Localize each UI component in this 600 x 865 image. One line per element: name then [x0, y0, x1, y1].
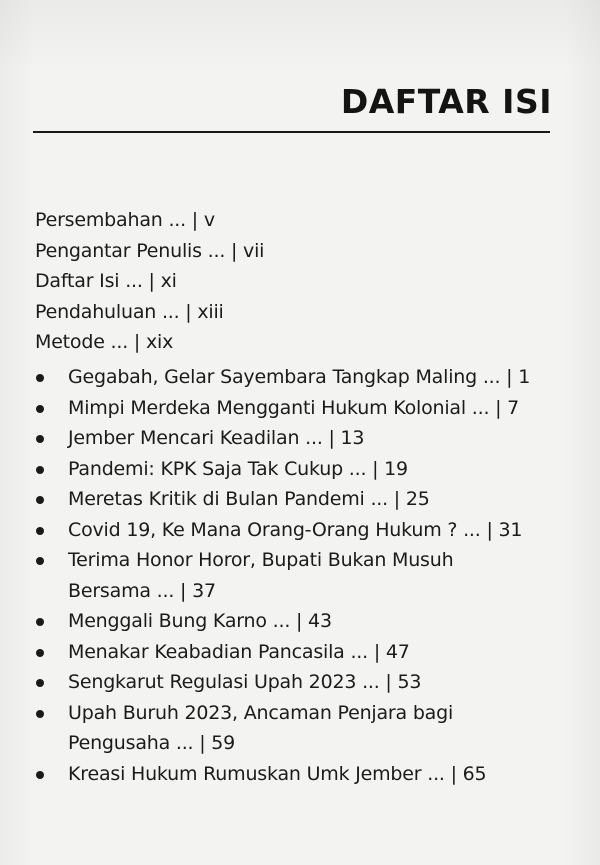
chapter-title: Meretas Kritik di Bulan Pandemi ... | 25	[68, 488, 430, 510]
bullet-icon	[36, 435, 44, 443]
front-matter-list	[35, 205, 264, 358]
front-matter-item: Metode ... | xix	[35, 331, 174, 353]
page-title: DAFTAR ISI	[340, 82, 552, 121]
chapter-title: Jember Mencari Keadilan ... | 13	[68, 427, 365, 449]
chapter-item	[35, 667, 555, 698]
bullet-icon	[36, 771, 44, 779]
bullet-icon	[36, 527, 44, 535]
chapter-item	[35, 545, 555, 606]
chapter-title: Menakar Keabadian Pancasila ... | 47	[68, 640, 410, 663]
chapter-item	[35, 515, 555, 546]
chapter-item	[35, 484, 555, 515]
chapter-title-continuation: Bersama ... | 37	[68, 579, 216, 602]
bullet-icon	[36, 557, 44, 565]
chapter-title: Gegabah, Gelar Sayembara Tangkap Maling ... | 1	[68, 366, 531, 388]
chapter-title: Sengkarut Regulasi Upah 2023 ... | 53	[68, 671, 422, 693]
chapter-item	[35, 606, 555, 637]
bullet-icon	[36, 618, 44, 626]
bullet-icon	[36, 374, 44, 382]
chapter-title: Menggali Bung Karno ... | 43	[68, 610, 332, 632]
chapter-title: Mimpi Merdeka Mengganti Hukum Kolonial ... | 7	[68, 396, 520, 419]
chapter-item	[35, 637, 555, 668]
bullet-icon	[36, 679, 44, 687]
bullet-icon	[36, 405, 44, 413]
front-matter-item: Pendahuluan ... | xiii	[35, 300, 224, 323]
chapter-title: Kreasi Hukum Rumuskan Umk Jember ... | 65	[68, 762, 487, 785]
chapter-item	[35, 698, 555, 759]
front-matter-item: Daftar Isi ... | xi	[35, 270, 177, 292]
chapter-item	[35, 393, 555, 424]
chapter-title: Pandemi: KPK Saja Tak Cukup ... | 19	[68, 457, 408, 480]
chapter-item	[35, 423, 555, 454]
bullet-icon	[36, 496, 44, 504]
chapter-title: Upah Buruh 2023, Ancaman Penjara bagi	[68, 701, 454, 724]
chapter-item	[35, 362, 555, 393]
bullet-icon	[36, 710, 44, 718]
bullet-icon	[36, 649, 44, 657]
chapter-list	[35, 362, 555, 789]
chapter-title: Covid 19, Ke Mana Orang-Orang Hukum ? ... | 31	[68, 518, 523, 541]
bullet-icon	[36, 466, 44, 474]
chapter-title-continuation: Pengusaha ... | 59	[68, 732, 236, 754]
front-matter-item: Pengantar Penulis ... | vii	[35, 239, 265, 262]
chapter-title: Terima Honor Horor, Bupati Bukan Musuh	[68, 549, 454, 571]
title-underline	[33, 131, 550, 133]
chapter-item	[35, 454, 555, 485]
front-matter-item: Persembahan ... | v	[35, 209, 215, 231]
chapter-item	[35, 759, 555, 790]
